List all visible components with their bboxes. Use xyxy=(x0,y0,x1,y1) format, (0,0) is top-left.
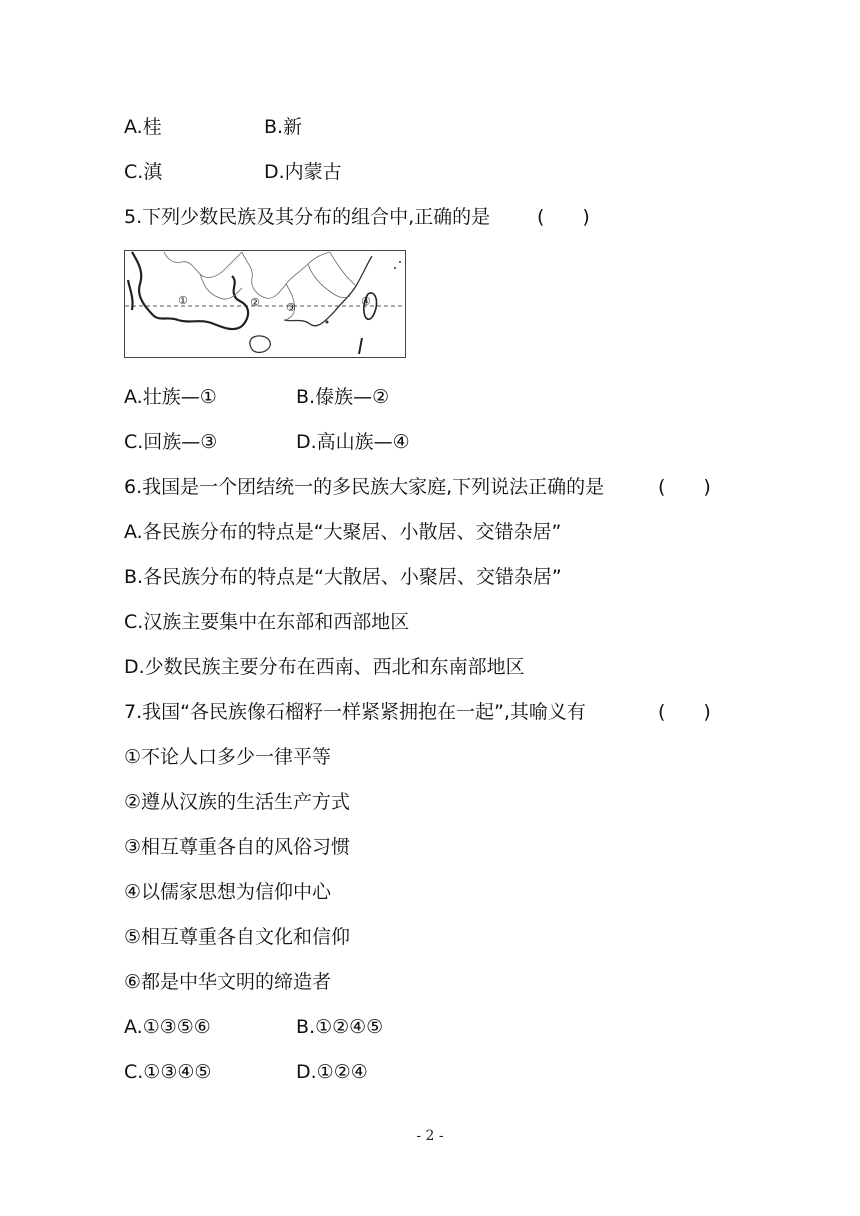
q5-map xyxy=(124,250,406,358)
q7-answer-paren: ( ) xyxy=(658,701,711,723)
q7-option-b: B.①②④⑤ xyxy=(296,1016,384,1038)
q7-statement-5: ⑤相互尊重各自文化和信仰 xyxy=(124,926,351,948)
q4-option-b: B.新 xyxy=(264,116,303,138)
q6-stem: 6.我国是一个团结统一的多民族大家庭,下列说法正确的是 xyxy=(124,476,605,498)
q6-option-a: A.各民族分布的特点是“大聚居、小散居、交错杂居” xyxy=(124,521,562,543)
q5-answer-paren: ( ) xyxy=(537,206,590,228)
map-marker-1: ① xyxy=(178,294,188,307)
q7-statement-3: ③相互尊重各自的风俗习惯 xyxy=(124,836,351,858)
q7-option-c: C.①③④⑤ xyxy=(124,1061,212,1083)
q7-option-a: A.①③⑤⑥ xyxy=(124,1016,211,1038)
q7-stem: 7.我国“各民族像石榴籽一样紧紧拥抱在一起”,其喻义有 xyxy=(124,701,586,723)
q6-option-c: C.汉族主要集中在东部和西部地区 xyxy=(124,611,410,633)
q5-option-d: D.高山族—④ xyxy=(296,431,410,453)
q4-option-c: C.滇 xyxy=(124,161,163,183)
map-marker-2: ② xyxy=(250,296,260,309)
q5-stem: 5.下列少数民族及其分布的组合中,正确的是 xyxy=(124,206,491,228)
q4-option-a: A.桂 xyxy=(124,116,162,138)
q7-statement-6: ⑥都是中华文明的缔造者 xyxy=(124,971,332,993)
q7-statement-2: ②遵从汉族的生活生产方式 xyxy=(124,791,351,813)
q6-option-b: B.各民族分布的特点是“大散居、小聚居、交错杂居” xyxy=(124,566,562,588)
map-marker-4: ④ xyxy=(361,295,371,308)
q7-statement-1: ①不论人口多少一律平等 xyxy=(124,746,332,768)
q7-statement-4: ④以儒家思想为信仰中心 xyxy=(124,881,332,903)
q6-option-d: D.少数民族主要分布在西南、西北和东南部地区 xyxy=(124,656,525,678)
q5-option-c: C.回族—③ xyxy=(124,431,218,453)
map-marker-3: ③ xyxy=(286,301,296,314)
q4-option-d: D.内蒙古 xyxy=(264,161,342,183)
q6-answer-paren: ( ) xyxy=(658,476,711,498)
q7-option-d: D.①②④ xyxy=(296,1061,368,1083)
q5-option-a: A.壮族—① xyxy=(124,386,217,408)
q5-option-b: B.傣族—② xyxy=(296,386,390,408)
south-china-map-image xyxy=(124,250,406,358)
page-number: - 2 - xyxy=(416,1128,444,1144)
